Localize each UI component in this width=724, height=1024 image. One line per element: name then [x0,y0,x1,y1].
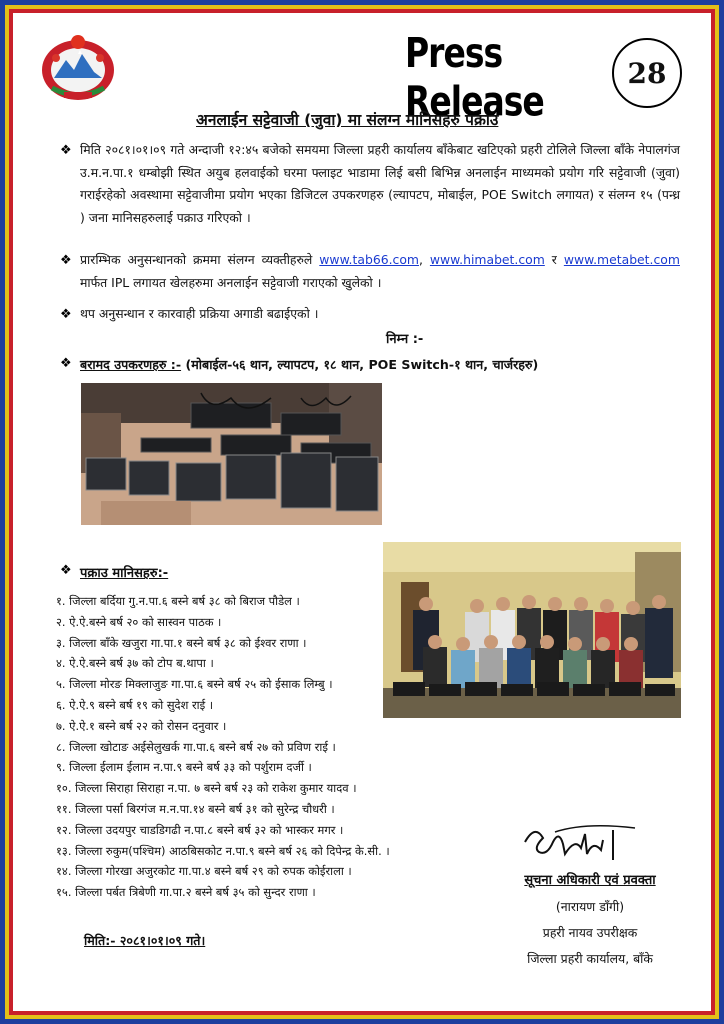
link-tab66[interactable]: www.tab66.com [319,252,419,267]
diamond-bullet-icon: ❖ [60,143,72,158]
headline: अनलाईन सट्टेवाजी (जुवा) मा संलग्न मानिसहरु पक्राउ [196,111,499,129]
list-item: १. जिल्ला बर्दिया गु.न.पा.६ बस्ने बर्ष ३८ को बिराज पौडेल । [56,594,300,608]
list-item: १५. जिल्ला पर्बत त्रिबेणी गा.पा.२ बस्ने बर्ष ३५ को सुन्दर राणा । [56,885,316,900]
recovered-detail: (मोबाईल-५६ थान, ल्यापटप, १८ थान, POE Switch-१ थान, चार्जरहरु) [185,357,539,372]
recovered-items [80,356,538,373]
arrested-list [56,591,390,903]
diamond-bullet-icon: ❖ [60,563,72,578]
diamond-bullet-icon: ❖ [60,253,72,268]
paragraph-3: थप अनुसन्धान र कारवाही प्रक्रिया अगाडी बढाईएको । [80,306,319,321]
list-item: ८. जिल्ला खोटाङ अईसेलुखर्क गा.पा.६ बस्ने बर्ष २७ को प्रविण राई । [56,739,336,754]
release-number: 28 [612,38,682,108]
list-item: ५. जिल्ला मोरङ मिक्लाजुङ गा.पा.६ बस्ने बर्ष २५ को ईसाक लिम्बु । [56,677,333,692]
link-metabet[interactable]: www.metabet.com [563,252,680,267]
list-item: १०. जिल्ला सिराहा सिराहा न.पा. ७ बस्ने बर्ष २३ को राकेश कुमार यादव । [56,781,357,796]
list-item: ९. जिल्ला ईलाम ईलाम न.पा.९ बस्ने बर्ष ३३ को पर्शुराम दर्जी । [56,760,312,775]
list-item: ४. ऐ.ऐ.बस्ने बर्ष ३७ को टोप ब.थापा । [56,656,214,671]
conjunction: र [551,252,557,267]
signatory-block [490,868,690,972]
emblem-logo [38,30,118,104]
diamond-bullet-icon: ❖ [60,307,72,322]
paragraph-1: मिति २०८१।०१।०९ गते अन्दाजी १२:४५ बजेको समयमा जिल्ला प्रहरी कार्यालय बाँकेबाट खटिएको प्रहरी टोलिले जिल्ला बाँके नेपालगंज उ.म.न.पा.१ धम्बोझी स्थित अयुब हलवाईको घरमा फ्लाइट भाडामा लिई बसी बिभिन्न अनलाईन माध्यमको प्रयोग गरि सट्टेवाजी (जुवा) गराईरहेको अवस्थामा सट्टेवाजीमा प्रयोग भएका डिजिटल उपकरणहरु (ल्यापटप, मोबाईल, POE Switch लगायत) र संलग्न १५ (पन्ध्र ) जना मानिसहरुलाई पक्राउ गरिएको । [80,142,680,225]
issue-date: मिति:- २०८१।०१।०९ गते। [84,933,206,948]
link-himabet[interactable]: www.himabet.com [429,252,545,267]
list-item: १४. जिल्ला गोरखा अजुरकोट गा.पा.४ बस्ने बर्ष २९ को रुपक कोईराला । [56,864,352,879]
list-item: १२. जिल्ला उदयपुर चाडडिगढी न.पा.८ बस्ने बर्ष ३२ को भास्कर मगर । [56,822,344,837]
list-item: ३. जिल्ला बाँके खजुरा गा.पा.१ बस्ने बर्ष ३८ को ईश्वर राणा । [56,635,307,650]
paragraph-2-end: मार्फत IPL लगायत खेलहरुमा अनलाईन सट्टेवाजी गराएको खुलेको । [80,274,382,290]
paragraph-2 [80,249,680,294]
list-item: ६. ऐ.ऐ.९ बस्ने बर्ष १९ को सुदेश राई । [56,697,214,712]
list-item: ७. ऐ.ऐ.१ बस्ने बर्ष २२ को रोसन दनुवार । [56,718,227,733]
diamond-bullet-icon: ❖ [60,356,72,371]
signatory-name: (नारायण डाँगी) [555,899,625,914]
signature [515,808,645,868]
arrested-persons-photo [383,542,681,718]
press-release-label: Press Release [405,28,544,126]
separator: , [418,252,423,267]
following-label: निम्न :- [386,332,424,347]
arrested-title: पक्राउ मानिसहरु:- [80,566,169,581]
signatory-title: सूचना अधिकारी एवं प्रवक्ता [524,873,656,888]
paragraph-2-start: प्रारम्भिक अनुसन्धानको क्रममा संलग्न व्यक्तीहरुले [80,252,313,267]
list-item: ११. जिल्ला पर्सा बिरगंज म.न.पा.१४ बस्ने बर्ष ३१ को सुरेन्द्र चौधरी । [56,801,335,816]
recovered-label: बरामद उपकरणहरु :- [80,357,182,372]
signatory-rank: प्रहरी नायव उपरीक्षक [542,925,638,940]
list-item: २. ऐ.ऐ.बस्ने बर्ष २० को सास्वन पाठक । [56,614,222,629]
signatory-office: जिल्ला प्रहरी कार्यालय, बाँके [527,951,653,966]
seized-equipment-photo [81,383,382,525]
list-item: १३. जिल्ला रुकुम(पश्चिम) आठबिसकोट न.पा.९ बस्ने बर्ष २६ को दिपेन्द्र के.सी. । [56,843,390,858]
